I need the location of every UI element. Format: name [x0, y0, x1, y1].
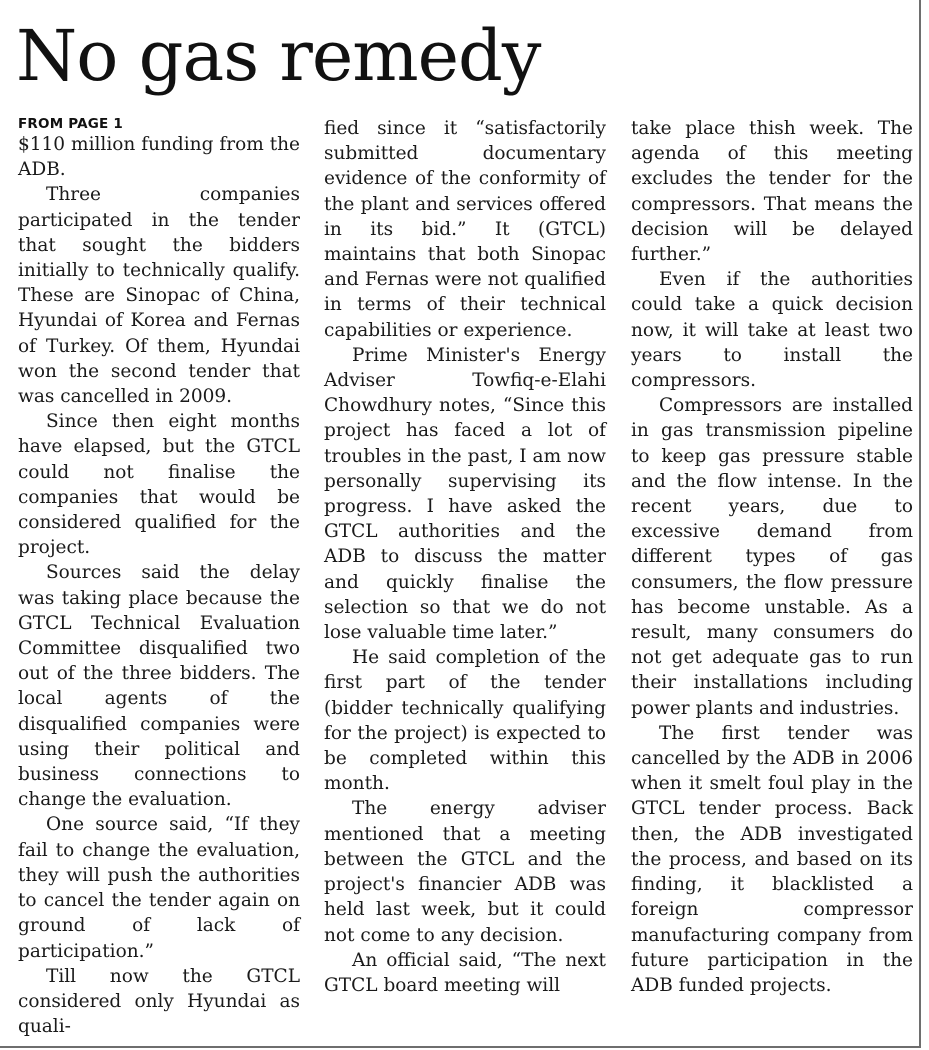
paragraph: take place thish week. The agenda of this meeting excludes the tender for the compressors. That means the decision will be delayed further.”: [631, 118, 913, 266]
paragraph: The first tender was cancelled by the ADB in 2006 when it smelt foul play in the GTCL tender process. Back then, the ADB investigated the process, and based on its finding, it blacklisted a foreign compressor manufacturing company from future participation in the ADB funded projects.: [631, 722, 913, 996]
paragraph: Three companies participated in the tender that sought the bidders initially to technically qualify. These are Sinopac of China, Hyundai of Korea and Fernas of Turkey. Of them, Hyundai won the second tender that was cancelled in 2009.: [18, 184, 300, 408]
paragraph: Sources said the delay was taking place because the GTCL Technical Evaluation Committee disqualified two out of the three bidders. The local agents of the disqualified companies were using their political and business connections to change the evaluation.: [18, 562, 300, 811]
article-column-3: [631, 116, 913, 998]
paragraph: $110 million funding from the ADB.: [18, 134, 300, 181]
continued-from-label: FROM PAGE 1: [18, 116, 123, 132]
article-column-2: [324, 116, 606, 998]
paragraph: Till now the GTCL considered only Hyundai as quali-: [18, 965, 300, 1038]
paragraph: One source said, “If they fail to change the evaluation, they will push the authorities to cancel the tender again on ground of lack of participation.”: [18, 814, 300, 962]
paragraph: An official said, “The next GTCL board meeting will: [324, 949, 606, 996]
paragraph: Even if the authorities could take a quick decision now, it will take at least two years to install the compressors.: [631, 269, 913, 392]
headline: No gas remedy: [16, 15, 541, 97]
paragraph: fied since it “satisfactorily submitted documentary evidence of the conformity of the plant and services offered in its bid.” It (GTCL) maintains that both Sinopac and Fernas were not qualified in terms of their technical capabilities or experience.: [324, 118, 606, 341]
paragraph: Since then eight months have elapsed, but the GTCL could not finalise the companies that would be considered qualified for the project.: [18, 411, 300, 559]
paragraph: Compressors are installed in gas transmission pipeline to keep gas pressure stable and the flow intense. In the recent years, due to excessive demand from different types of gas consumers, the flow pressure has become unstable. As a result, many consumers do not get adequate gas to run their installations including power plants and industries.: [631, 395, 913, 719]
paragraph: The energy adviser mentioned that a meeting between the GTCL and the project's financier ADB was held last week, but it could not come to any decision.: [324, 798, 606, 946]
paragraph: Prime Minister's Energy Adviser Towfiq-e-Elahi Chowdhury notes, “Since this project has faced a lot of troubles in the past, I am now personally supervising its progress. I have asked the GTCL authorities and the ADB to discuss the matter and quickly finalise the selection so that we do not lose valuable time later.”: [324, 344, 606, 644]
article-column-1: [18, 116, 300, 1039]
paragraph: He said completion of the first part of the tender (bidder technically qualifying for the project) is expected to be completed within this month.: [324, 647, 606, 795]
